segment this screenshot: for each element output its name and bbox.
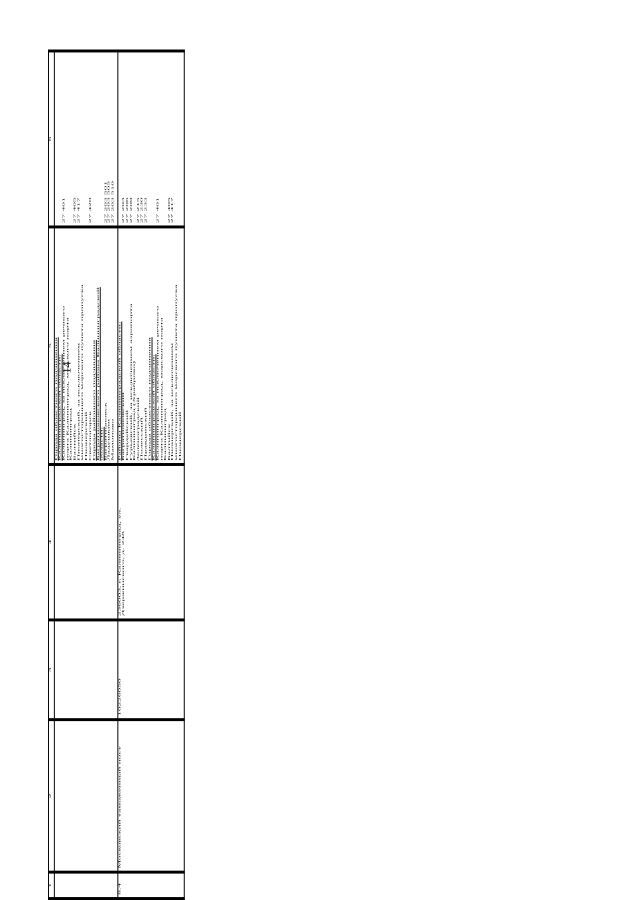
okato-code: 27 417: [170, 197, 175, 224]
okato-code: 27 405: [166, 197, 171, 224]
row-number-cell: [54, 872, 117, 898]
table-row: [54, 51, 117, 899]
territory-line: Калининград: [68, 408, 73, 461]
territory-line: Города областного подчинения: [147, 337, 152, 461]
territory-line: Калининград, за исключением речного: [61, 305, 66, 461]
territory-line: Калининградской области:: [151, 354, 156, 461]
territory-line: Калининград (Храброво): [132, 360, 137, 461]
address-cell: 236003, г. Калининград, ул. Дзержинского, д. 248: [117, 464, 183, 619]
column-header-6: 6: [48, 51, 53, 227]
table-row: [117, 51, 183, 899]
okato-code: 27 233: [143, 197, 148, 224]
okato-code: 27 230: [140, 197, 144, 224]
territory-line: Зеленоградский: [136, 397, 141, 461]
territory-line: области:: [99, 426, 104, 461]
column-header-3: 3: [48, 620, 53, 720]
okato-code: [179, 55, 183, 223]
okato-code: 27 203 501: [103, 181, 108, 224]
column-header-5: 5: [48, 227, 53, 465]
territory-line: Багратионовск: [103, 402, 108, 461]
territories-cell: [54, 227, 117, 465]
okato-code: 27 401: [61, 197, 66, 224]
territory-line: Калининград, за исключением речного: [155, 305, 160, 461]
column-header-1: 1: [48, 872, 53, 898]
okato-code: 27 209: [128, 197, 133, 224]
territory-line: Багратионовского района Калининградской: [95, 287, 100, 461]
territory-line: Пионерский: [84, 411, 89, 461]
territory-line: многостороннего морского пункта пропуска: [80, 284, 85, 461]
okato-codes-cell: [54, 51, 117, 227]
territory-line: Светлогорск: [88, 411, 92, 461]
okato-code: 27 401: [155, 197, 160, 224]
territory-line: Правдинский: [143, 407, 148, 461]
row-number-cell: 8.4: [117, 872, 183, 898]
post-code-cell: 10226050: [117, 620, 183, 720]
territory-line: Пионерский, за исключением: [76, 342, 81, 461]
territory-line: порта Калининград, морского порта: [65, 317, 70, 461]
territory-line: Багратионовский: [120, 392, 125, 461]
column-header-2: 2: [48, 720, 53, 873]
okato-code: 27 420: [88, 197, 92, 224]
territory-line: Ладушкин: [107, 418, 111, 461]
territory-line: Города районного подчинения: [91, 339, 96, 461]
territory-line: Балтийск: [166, 423, 171, 461]
address-cell: [54, 464, 117, 619]
okato-code: 27 215: [136, 197, 141, 224]
okato-code: 27 203 505: [107, 181, 111, 224]
territory-line: Районы Калининградской области:: [117, 321, 122, 461]
territory-line: Балтийск: [72, 423, 77, 461]
territory-line: Пионерский: [178, 411, 183, 461]
territory-line: Полесский: [140, 417, 144, 461]
column-header-4: 4: [48, 464, 53, 619]
okato-code: 27 405: [72, 197, 77, 224]
territory-line: Города областного подчинения: [53, 337, 58, 461]
post-name-cell: Московский таможенный пост: [117, 720, 183, 873]
okato-code: 27 206: [124, 197, 129, 224]
territory-line: порта Калининград, морского порта: [159, 317, 164, 461]
territories-cell: [117, 227, 183, 465]
okato-codes-cell: [117, 51, 183, 227]
okato-code: 27 203 510: [110, 181, 115, 224]
territory-line: многостороннего морского пункта пропуска: [174, 284, 179, 461]
territory-line: Калининградской области:: [57, 354, 62, 461]
okato-code: 27 417: [76, 197, 81, 224]
territory-line: Пионерский, за исключением: [170, 342, 175, 461]
page-number: 14: [59, 361, 74, 374]
territory-line: Гвардейский: [124, 410, 129, 461]
post-name-cell: [54, 720, 117, 873]
post-code-cell: [54, 620, 117, 720]
territory-line: Мамоново: [110, 418, 115, 461]
territory-line: Калининград: [162, 408, 167, 461]
customs-posts-table: [48, 52, 624, 900]
okato-code: 27 203: [120, 197, 125, 224]
territory-line: Гурьевский, за исключением аэропорта: [128, 303, 133, 461]
